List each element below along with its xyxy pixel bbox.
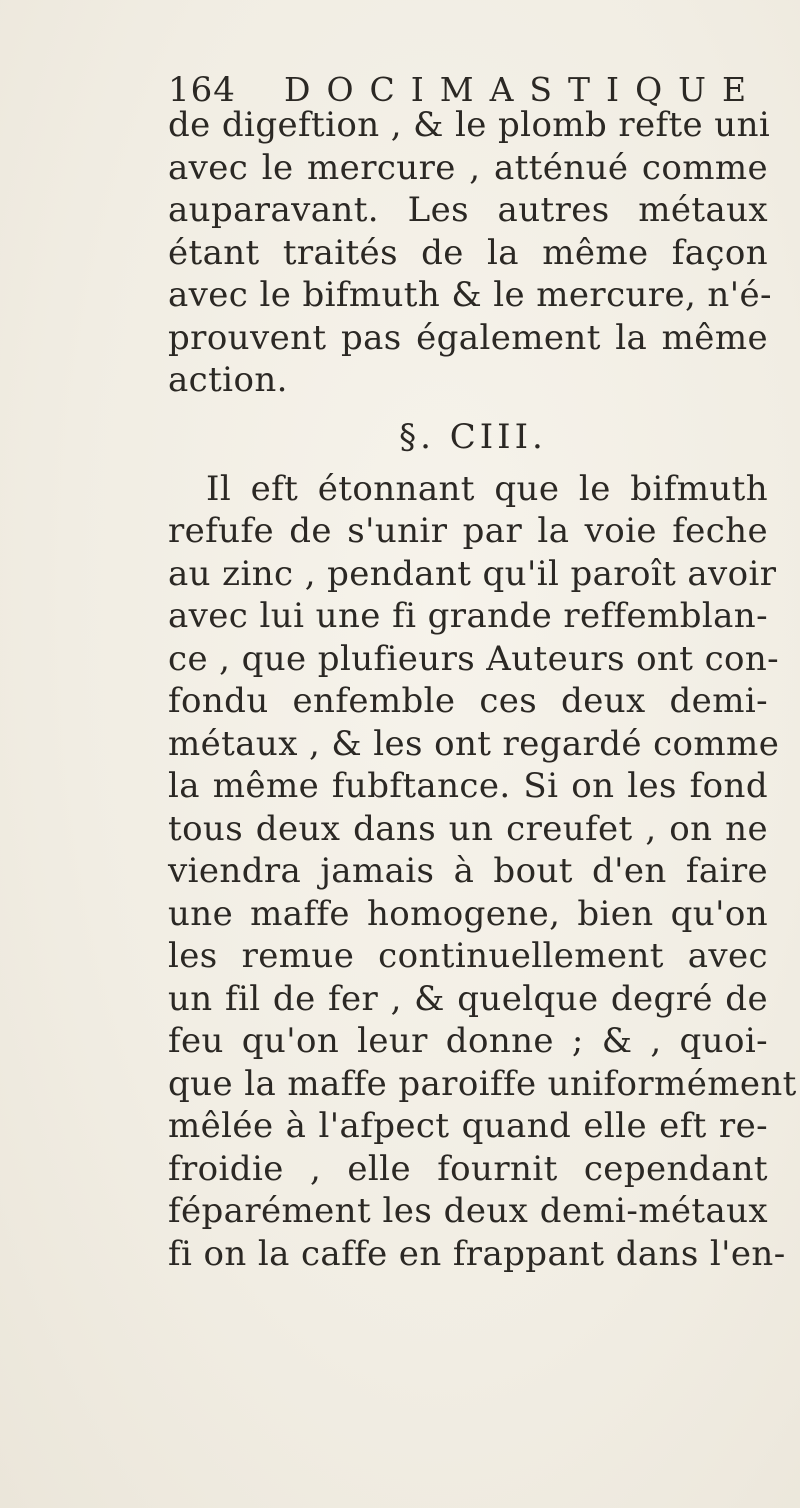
- text-line: auparavant. Les autres métaux: [168, 190, 768, 230]
- text-line: que la maffe paroiffe uniformément: [168, 1063, 797, 1104]
- text-line: étant traités de la même façon: [168, 232, 768, 273]
- text-line: fondu enfemble ces deux demi-: [168, 681, 768, 721]
- text-line: une maffe homogene, bien qu'on: [168, 893, 768, 934]
- page-number: 164: [168, 70, 236, 110]
- text-line: un fil de fer , & quelque degré de: [168, 978, 768, 1019]
- section-heading: §. CIII.: [399, 416, 547, 457]
- text-line: feu qu'on leur donne ; & , quoi-: [168, 1021, 768, 1061]
- text-line: action.: [168, 360, 288, 400]
- text-line: tous deux dans un creufet , on ne: [168, 808, 768, 849]
- text-line: les remue continuellement avec: [168, 936, 768, 976]
- text-line: avec le mercure , atténué comme: [168, 147, 768, 188]
- text-line: prouvent pas également la même: [168, 317, 768, 358]
- text-line: ce , que plufieurs Auteurs ont con-: [168, 638, 780, 679]
- text-line: métaux , & les ont regardé comme: [168, 723, 780, 764]
- text-line: viendra jamais à bout d'en faire: [168, 851, 768, 891]
- text-line: féparément les deux demi-métaux: [168, 1191, 768, 1231]
- text-line: Il eft étonnant que le bifmuth: [206, 468, 768, 509]
- text-line: avec lui une fi grande reffemblan-: [168, 596, 768, 636]
- text-line: froidie , elle fournit cependant: [168, 1148, 768, 1189]
- text-line: fi on la caffe en frappant dans l'en-: [168, 1233, 786, 1274]
- text-line: refufe de s'unir par la voie feche: [168, 511, 768, 551]
- text-line: de digeftion , & le plomb refte uni: [168, 105, 771, 145]
- text-line: au zinc , pendant qu'il paroît avoir: [168, 553, 777, 594]
- text-line: la même fubftance. Si on les fond: [168, 766, 768, 806]
- running-title: DOCIMASTIQUE: [284, 70, 763, 109]
- body-text: [168, 104, 797, 1275]
- text-line: mêlée à l'afpect quand elle eft re-: [168, 1106, 768, 1146]
- text-line: avec le bifmuth & le mercure, n'é-: [168, 275, 772, 315]
